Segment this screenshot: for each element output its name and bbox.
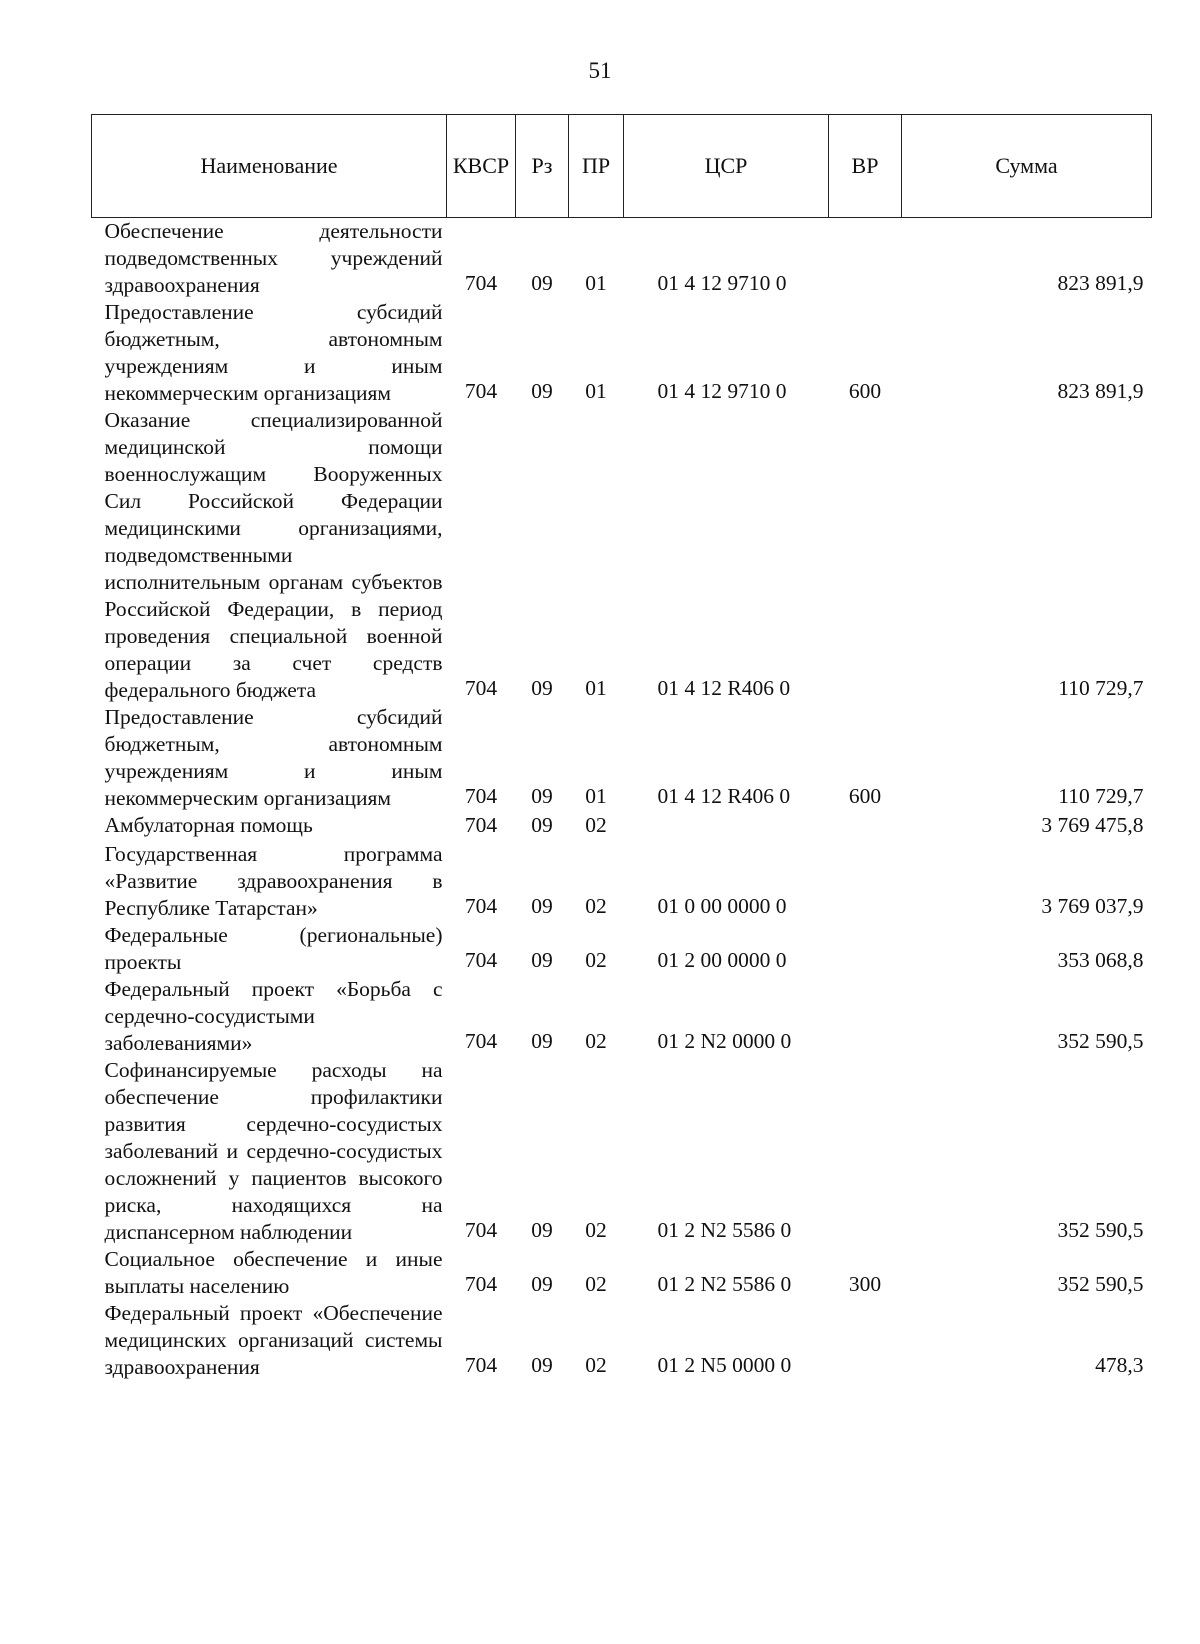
header-sum: Сумма — [902, 115, 1152, 218]
row-kvsr: 704 — [464, 1218, 498, 1242]
row-sum: 352 590,5 — [1057, 1272, 1144, 1296]
header-csr: ЦСР — [624, 115, 829, 218]
budget-table — [91, 114, 1152, 1381]
row-kvsr: 704 — [464, 271, 498, 295]
table-row — [92, 218, 1152, 300]
row-kvsr: 704 — [464, 784, 498, 808]
table-row — [92, 922, 1152, 976]
header-rz: Рз — [516, 115, 569, 218]
table-row — [92, 976, 1152, 1057]
row-csr: 01 0 00 0000 0 — [657, 894, 787, 918]
row-csr: 01 2 00 0000 0 — [657, 948, 787, 972]
row-vr: 600 — [848, 784, 882, 808]
table-row — [92, 841, 1152, 922]
row-sum: 823 891,9 — [1057, 271, 1144, 295]
table-row — [92, 1246, 1152, 1300]
row-pr: 02 — [585, 894, 607, 918]
row-pr: 01 — [585, 379, 607, 403]
row-name: Оказание специализированной медицинской помощи военнослужащим Вооруженных Сил Российской Федерации медицинскими организациями, подведомственными исполнительным органам субъектов Российской Федерации, в период проведения специальной военной операции за счет средств федерального бюджета — [104, 408, 443, 702]
row-kvsr: 704 — [464, 1029, 498, 1053]
row-vr — [829, 1057, 902, 1246]
row-vr — [829, 407, 902, 704]
row-rz: 09 — [531, 676, 553, 700]
row-sum: 353 068,8 — [1057, 948, 1144, 972]
header-pr: ПР — [569, 115, 624, 218]
row-pr: 02 — [585, 1218, 607, 1242]
table-row — [92, 407, 1152, 704]
row-sum: 478,3 — [1095, 1353, 1144, 1377]
row-sum: 3 769 475,8 — [1041, 813, 1144, 837]
row-name: Социальное обеспечение и иные выплаты населению — [104, 1247, 443, 1298]
row-name: Софинансируемые расходы на обеспечение профилактики развития сердечно-сосудистых заболеваний и сердечно-сосудистых осложнений у пациентов высокого риска, находящихся на диспансерном наблюдении — [104, 1058, 443, 1244]
row-csr: 01 4 12 R406 0 — [657, 784, 791, 808]
table-row — [92, 812, 1152, 841]
row-pr: 02 — [585, 813, 607, 837]
row-pr: 02 — [585, 948, 607, 972]
row-pr: 01 — [585, 784, 607, 808]
row-rz: 09 — [531, 379, 553, 403]
row-name: Предоставление субсидий бюджетным, автономным учреждениям и иным некоммерческим организациям — [104, 705, 443, 810]
row-csr: 01 4 12 9710 0 — [657, 379, 787, 403]
row-vr: 300 — [848, 1272, 882, 1296]
table-row — [92, 1057, 1152, 1246]
row-kvsr: 704 — [464, 948, 498, 972]
row-vr — [829, 218, 902, 300]
page-number: 51 — [588, 58, 612, 83]
header-name: Наименование — [92, 115, 447, 218]
table-row — [92, 299, 1152, 407]
row-rz: 09 — [531, 1353, 553, 1377]
row-csr: 01 4 12 R406 0 — [657, 676, 791, 700]
row-sum: 110 729,7 — [1058, 676, 1144, 700]
row-kvsr: 704 — [464, 379, 498, 403]
row-name: Предоставление субсидий бюджетным, автономным учреждениям и иным некоммерческим организациям — [104, 300, 443, 405]
row-name: Федеральные (региональные) проекты — [104, 923, 443, 974]
row-vr — [829, 976, 902, 1057]
row-name: Государственная программа «Развитие здравоохранения в Республике Татарстан» — [104, 842, 443, 920]
row-csr: 01 4 12 9710 0 — [657, 271, 787, 295]
table-row — [92, 704, 1152, 812]
row-csr: 01 2 N5 0000 0 — [657, 1353, 792, 1377]
row-pr: 02 — [585, 1272, 607, 1296]
row-csr: 01 2 N2 5586 0 — [657, 1218, 792, 1242]
row-rz: 09 — [531, 1218, 553, 1242]
header-kvsr: КВСР — [447, 115, 516, 218]
row-csr: 01 2 N2 0000 0 — [657, 1029, 792, 1053]
row-vr — [829, 841, 902, 922]
row-kvsr: 704 — [464, 676, 498, 700]
row-rz: 09 — [531, 813, 553, 837]
row-rz: 09 — [531, 948, 553, 972]
row-kvsr: 704 — [464, 894, 498, 918]
row-kvsr: 704 — [464, 813, 498, 837]
row-sum: 352 590,5 — [1057, 1029, 1144, 1053]
row-name: Федеральный проект «Борьба с сердечно-сосудистыми заболеваниями» — [104, 977, 443, 1055]
row-name: Обеспечение деятельности подведомственных учреждений здравоохранения — [104, 219, 443, 297]
row-rz: 09 — [531, 1272, 553, 1296]
row-vr — [829, 922, 902, 976]
row-csr — [624, 812, 829, 841]
row-pr: 01 — [585, 676, 607, 700]
row-vr: 600 — [848, 379, 882, 403]
row-pr: 02 — [585, 1029, 607, 1053]
row-sum: 823 891,9 — [1057, 379, 1144, 403]
row-rz: 09 — [531, 1029, 553, 1053]
row-kvsr: 704 — [464, 1272, 498, 1296]
row-name: Федеральный проект «Обеспечение медицинских организаций системы здравоохранения — [104, 1301, 443, 1379]
row-sum: 352 590,5 — [1057, 1218, 1144, 1242]
row-sum: 3 769 037,9 — [1041, 894, 1144, 918]
row-pr: 02 — [585, 1353, 607, 1377]
header-vr: ВР — [829, 115, 902, 218]
row-rz: 09 — [531, 894, 553, 918]
row-sum: 110 729,7 — [1058, 784, 1144, 808]
row-rz: 09 — [531, 784, 553, 808]
header-row — [92, 115, 1152, 218]
row-name: Амбулаторная помощь — [104, 813, 313, 837]
row-csr: 01 2 N2 5586 0 — [657, 1272, 792, 1296]
row-pr: 01 — [585, 271, 607, 295]
row-vr — [829, 812, 902, 841]
row-vr — [829, 1300, 902, 1381]
table-row — [92, 1300, 1152, 1381]
row-rz: 09 — [531, 271, 553, 295]
row-kvsr: 704 — [464, 1353, 498, 1377]
